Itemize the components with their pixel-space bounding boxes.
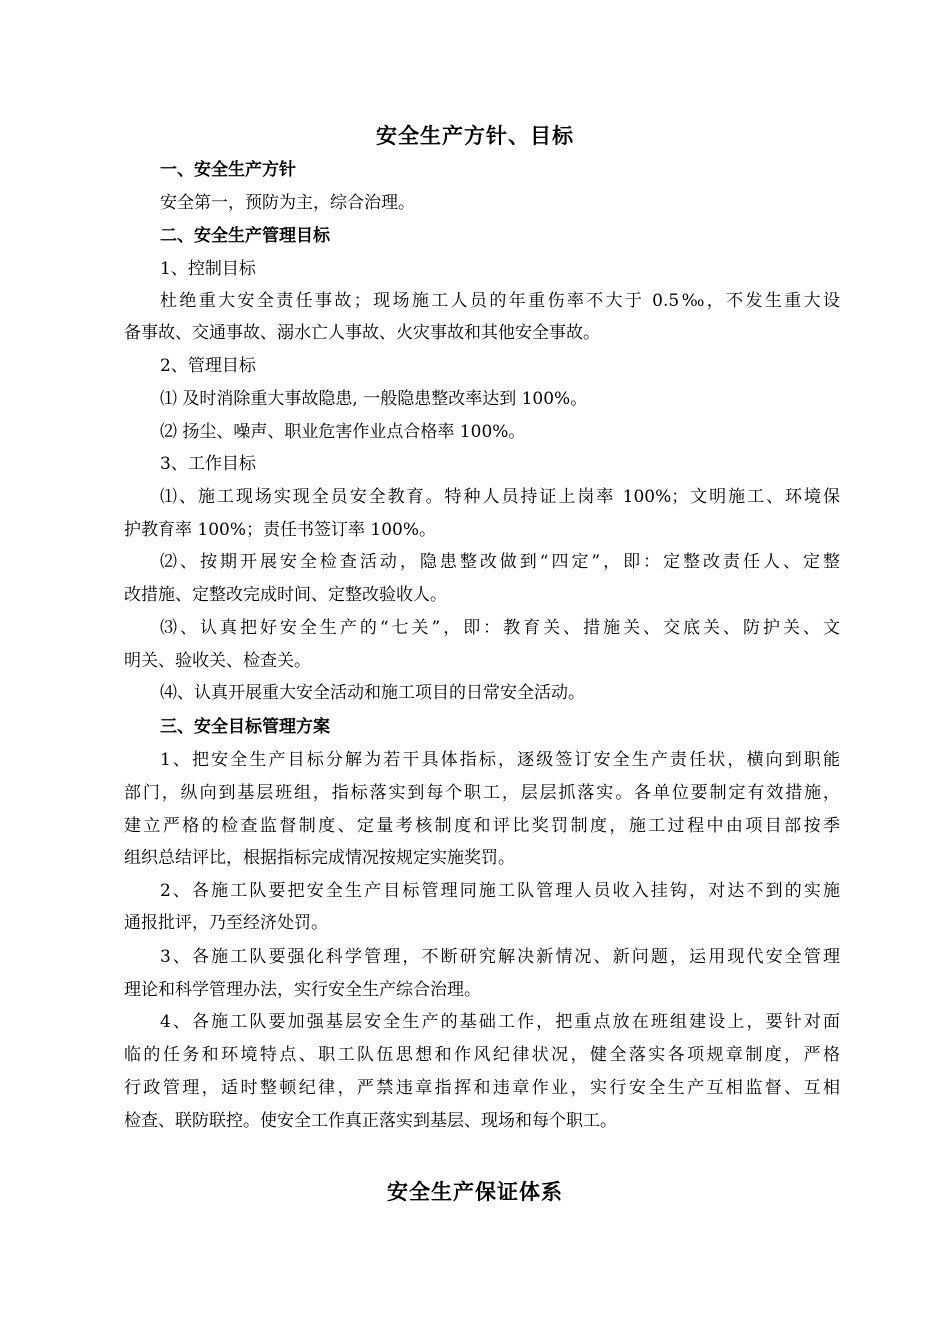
plan-item-1-line2: 部门，纵向到基层班组，指标落实到每个职工，层层抓落实。各单位要制定有效措施，	[124, 783, 840, 803]
section-heading-policy: 一、安全生产方针	[160, 160, 296, 180]
work-goal-item-1-line2: 护教育率 100%；责任书签订率 100%。	[124, 520, 437, 540]
subheading-work-goals: 3、工作目标	[160, 454, 256, 474]
paragraph-policy: 安全第一，预防为主，综合治理。	[160, 193, 415, 213]
paragraph-control-goals-line1: 杜绝重大安全责任事故；现场施工人员的年重伤率不大于 0.5‰，不发生重大设	[160, 291, 840, 311]
plan-item-4-line4: 检查、联防联控。使安全工作真正落实到基层、现场和每个职工。	[124, 1111, 617, 1131]
plan-item-4-line3: 行政管理，适时整顿纪律，严禁违章指挥和违章作业，实行安全生产互相监督、互相	[124, 1078, 840, 1098]
plan-item-3-line2: 理论和科学管理办法，实行安全生产综合治理。	[124, 980, 481, 1000]
section-heading-goals: 二、安全生产管理目标	[160, 226, 330, 246]
subheading-management-goals: 2、管理目标	[160, 356, 256, 376]
management-goal-item-2: ⑵ 扬尘、噪声、职业危害作业点合格率 100%。	[160, 422, 526, 442]
plan-item-3-line1: 3、各施工队要强化科学管理，不断研究解决新情况、新问题，运用现代安全管理	[160, 947, 840, 967]
section-heading-plan: 三、安全目标管理方案	[160, 717, 330, 737]
work-goal-item-3-line2: 明关、验收关、检查关。	[124, 651, 311, 671]
plan-item-1-line3: 建立严格的检查监督制度、定量考核制度和评比奖罚制度，施工过程中由项目部按季	[124, 816, 840, 836]
page-title: 安全生产方针、目标	[376, 123, 574, 148]
work-goal-item-1-line1: ⑴、施工现场实现全员安全教育。特种人员持证上岗率 100%；文明施工、环境保	[160, 487, 840, 507]
plan-item-4-line1: 4、各施工队要加强基层安全生产的基础工作，把重点放在班组建设上，要针对面	[160, 1012, 840, 1032]
management-goal-item-1: ⑴ 及时消除重大事故隐患, 一般隐患整改率达到 100%。	[160, 389, 588, 409]
plan-item-1-line1: 1、把安全生产目标分解为若干具体指标，逐级签订安全生产责任状，横向到职能	[160, 750, 840, 770]
work-goal-item-3-line1: ⑶、认真把好安全生产的“七关”，即：教育关、措施关、交底关、防护关、文	[160, 618, 840, 638]
work-goal-item-2-line2: 改措施、定整改完成时间、定整改验收人。	[124, 585, 447, 605]
work-goal-item-4: ⑷、认真开展重大安全活动和施工项目的日常安全活动。	[160, 683, 585, 703]
subheading-control-goals: 1、控制目标	[160, 259, 256, 279]
plan-item-4-line2: 临的任务和环境特点、职工队伍思想和作风纪律状况，健全落实各项规章制度，严格	[124, 1045, 840, 1065]
plan-item-2-line1: 2、各施工队要把安全生产目标管理同施工队管理人员收入挂钩，对达不到的实施	[160, 881, 840, 901]
section-title-safety-system: 安全生产保证体系	[387, 1179, 563, 1204]
plan-item-2-line2: 通报批评，乃至经济处罚。	[124, 913, 328, 933]
work-goal-item-2-line1: ⑵、按期开展安全检查活动，隐患整改做到“四定”，即：定整改责任人、定整	[160, 552, 840, 572]
plan-item-1-line4: 组织总结评比，根据指标完成情况按规定实施奖罚。	[124, 848, 515, 868]
paragraph-control-goals-line2: 备事故、交通事故、溺水亡人事故、火灾事故和其他安全事故。	[124, 323, 600, 343]
